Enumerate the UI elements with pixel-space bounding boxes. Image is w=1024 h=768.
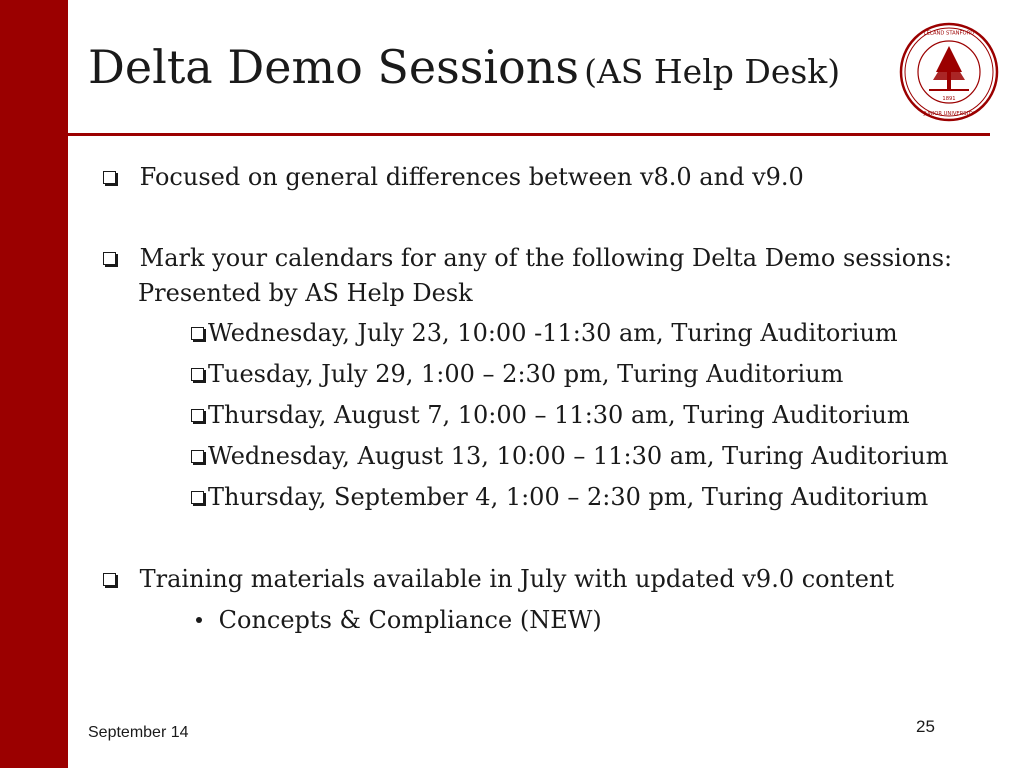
footer-date: September 14 [88,724,189,741]
bullet-text: Mark your calendars for any of the following Delta Demo sessions: [139,244,953,272]
session-item [191,485,928,509]
checkbox-bullet-icon [191,450,204,463]
slide-title [88,40,841,94]
session-text: Wednesday, July 23, 10:00 -11:30 am, Turing Auditorium [208,319,898,347]
checkbox-bullet-icon [103,573,116,586]
stanford-seal-icon [899,22,999,122]
checkbox-bullet-icon [191,368,204,381]
session-item [191,321,898,345]
sub-bullet-text: Concepts & Compliance (NEW) [218,606,602,634]
checkbox-bullet-icon [191,409,204,422]
slide-page-number: 25 [916,717,935,736]
svg-text:1891: 1891 [942,96,956,102]
session-text: Wednesday, August 13, 10:00 – 11:30 am, Turing Auditorium [208,442,949,470]
bullet-focus [103,165,804,189]
slide-title-subtitle: (AS Help Desk) [584,52,841,91]
title-divider [68,133,990,136]
sub-bullet-item [196,608,602,632]
bullet-text: Focused on general differences between v8.0 and v9.0 [139,163,804,191]
session-text: Thursday, August 7, 10:00 – 11:30 am, Turing Auditorium [208,401,910,429]
checkbox-bullet-icon [191,327,204,340]
session-item [191,444,948,468]
checkbox-bullet-icon [103,171,116,184]
bullet-training [103,567,894,591]
slide-title-main: Delta Demo Sessions [88,40,579,94]
checkbox-bullet-icon [191,491,204,504]
svg-text:LELAND STANFORD: LELAND STANFORD [923,30,975,37]
checkbox-bullet-icon [103,252,116,265]
bullet-calendars [103,246,952,270]
session-text: Tuesday, July 29, 1:00 – 2:30 pm, Turing Auditorium [208,360,844,388]
round-bullet-icon [196,617,202,623]
session-item [191,403,910,427]
bullet-calendars-continuation: Presented by AS Help Desk [138,279,473,307]
svg-text:JUNIOR UNIVERSITY: JUNIOR UNIVERSITY [923,111,975,117]
bullet-text: Training materials available in July with updated v9.0 content [139,565,895,593]
session-item [191,362,843,386]
left-accent-bar [0,0,68,768]
session-text: Thursday, September 4, 1:00 – 2:30 pm, Turing Auditorium [208,483,929,511]
